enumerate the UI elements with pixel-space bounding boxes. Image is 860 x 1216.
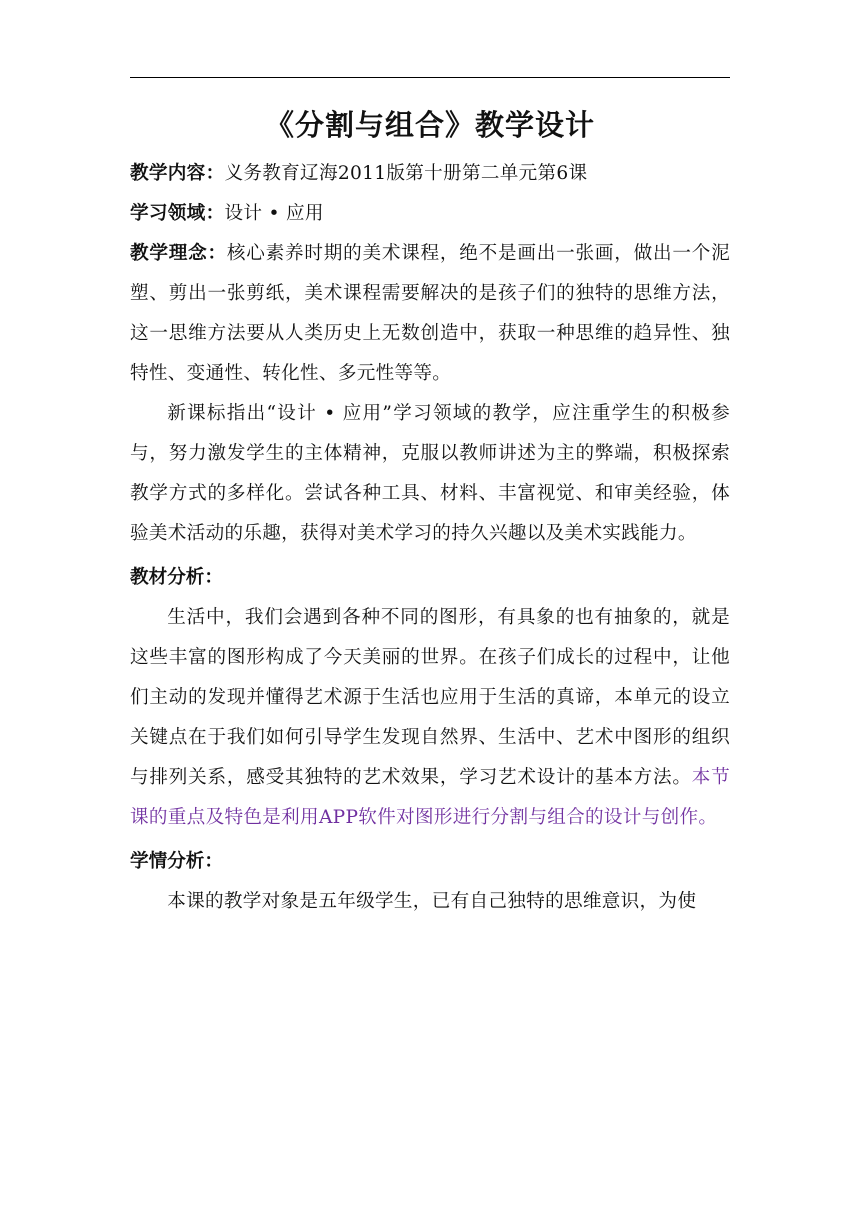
material-analysis-text: 生活中，我们会遇到各种不同的图形，有具象的也有抽象的，就是这些丰富的图形构成了今天美丽的世界。在孩子们成长的过程中，让他们主动的发现并懂得艺术源于生活也应用于生活的真谛，本单元的设立关键点在于我们如何引导学生发现自然界、生活中、艺术中图形的组织与排列关系，感受其独特的艺术效果，学习艺术设计的基本方法。: [130, 607, 730, 788]
learning-field-line: [130, 194, 730, 234]
header-rule: [130, 77, 730, 78]
teaching-philosophy-text: 核心素养时期的美术课程，绝不是画出一张画，做出一个泥塑、剪出一张剪纸，美术课程需要解决的是孩子们的独特的思维方法，这一思维方法要从人类历史上无数创造中，获取一种思维的趋异性、独特性、变通性、转化性、多元性等等。: [130, 243, 730, 384]
material-analysis-heading: 教材分析：: [130, 567, 223, 588]
curriculum-standard-paragraph: 新课标指出“设计 • 应用”学习领域的教学，应注重学生的积极参与，努力激发学生的主体精神，克服以教师讲述为主的弊端，积极探索教学方式的多样化。尝试各种工具、材料、丰富视觉、和审美经验，体验美术活动的乐趣，获得对美术学习的持久兴趣以及美术实践能力。: [130, 403, 730, 544]
material-analysis-highlight: 本节课的重点及特色是利用APP软件对图形进行分割与组合的设计与创作。: [130, 767, 730, 828]
teaching-content-line: [130, 154, 730, 194]
student-analysis-heading: 学情分析：: [130, 851, 223, 872]
teaching-content-value: 义务教育辽海2011版第十册第二单元第6课: [224, 163, 588, 184]
student-analysis-paragraph: 本课的教学对象是五年级学生，已有自己独特的思维意识，为使: [167, 891, 697, 912]
teaching-content-label: 教学内容：: [130, 163, 225, 184]
document-body: [130, 102, 730, 922]
material-analysis-paragraph: [130, 598, 730, 838]
teaching-philosophy-label: 教学理念：: [130, 243, 227, 264]
teaching-philosophy-paragraph: [130, 234, 730, 394]
learning-field-value: 设计 • 应用: [224, 203, 324, 224]
document-title: 《分割与组合》教学设计: [264, 108, 595, 142]
learning-field-label: 学习领域：: [130, 203, 225, 224]
